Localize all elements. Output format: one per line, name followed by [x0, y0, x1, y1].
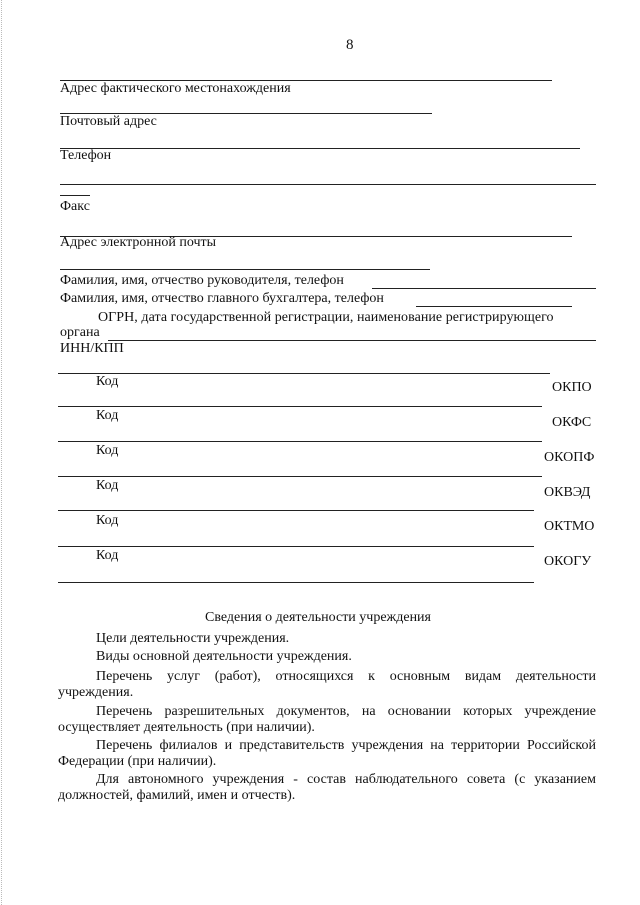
activity-item-goals: Цели деятельности учреждения.	[96, 631, 290, 646]
code-label: Код	[96, 513, 119, 528]
fax-short-line	[60, 195, 90, 196]
page-left-edge	[1, 0, 2, 905]
code-label: Код	[96, 374, 119, 389]
email-label: Адрес электронной почты	[60, 235, 217, 250]
code-name-oktmo: ОКТМО	[544, 519, 595, 534]
code-line-4	[58, 510, 534, 511]
code-label: Код	[96, 478, 119, 493]
accountant-phone-line	[416, 306, 572, 307]
code-label: Код	[96, 408, 119, 423]
phone-extra-line	[60, 184, 596, 185]
activity-item-services: Перечень услуг (работ), относящихся к основным видам деятельности учреждения.	[58, 669, 596, 700]
head-name-phone-label: Фамилия, имя, отчество руководителя, телефон	[60, 273, 344, 288]
code-line-0	[58, 373, 550, 374]
head-top-line	[60, 269, 430, 270]
phone-label: Телефон	[60, 148, 112, 163]
code-line-3	[58, 476, 542, 477]
ogrn-line	[108, 340, 596, 341]
code-line-2	[58, 441, 542, 442]
code-line-1	[58, 406, 542, 407]
code-name-okogu: ОКОГУ	[544, 554, 592, 569]
phone-line	[60, 148, 580, 149]
code-name-okopf: ОКОПФ	[544, 450, 595, 465]
activity-item-main-types: Виды основной деятельности учреждения.	[96, 649, 352, 664]
activity-item-supervisory-board: Для автономного учреждения - состав наблюдательного совета (с указанием должностей, фамилий, имен и отчеств).	[58, 772, 596, 803]
code-label: Код	[96, 548, 119, 563]
page-number: 8	[346, 37, 354, 53]
actual-address-label: Адрес фактического местонахождения	[60, 81, 291, 96]
accountant-name-phone-label: Фамилия, имя, отчество главного бухгалтера, телефон	[60, 291, 384, 306]
inn-kpp-label: ИНН/КПП	[60, 341, 124, 356]
code-label: Код	[96, 443, 119, 458]
ogrn-label-line1: ОГРН, дата государственной регистрации, наименование регистрирующего	[98, 310, 554, 325]
fax-label: Факс	[60, 199, 90, 214]
code-name-okpo: ОКПО	[552, 380, 592, 395]
code-name-okved: ОКВЭД	[544, 485, 591, 500]
code-name-okfs: ОКФС	[552, 415, 592, 430]
postal-address-label: Почтовый адрес	[60, 114, 157, 129]
code-line-5	[58, 546, 534, 547]
ogrn-label-line2: органа	[60, 325, 100, 340]
activity-item-branches: Перечень филиалов и представительств учреждения на территории Российской Федерации (при наличии).	[58, 738, 596, 769]
activity-item-permits: Перечень разрешительных документов, на основании которых учреждение осуществляет деятельность (при наличии).	[58, 704, 596, 735]
code-line-6	[58, 582, 534, 583]
activity-heading: Сведения о деятельности учреждения	[205, 610, 431, 625]
head-phone-line	[372, 288, 596, 289]
